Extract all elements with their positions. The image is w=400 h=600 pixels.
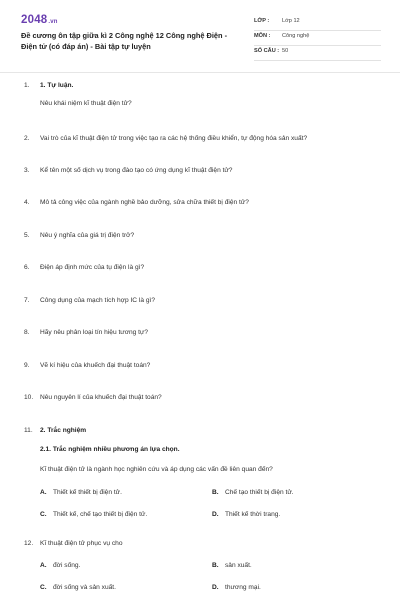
option-c[interactable] [40, 511, 147, 518]
option-text: Thiết kế thời trang. [225, 511, 281, 518]
option-label: C. [40, 584, 47, 591]
option-text: Thiết kế, chế tạo thiết bị điện tử. [53, 511, 148, 518]
meta-key: SỐ CÂU : [254, 48, 280, 54]
option-label: A. [40, 562, 47, 569]
option-text: đời sống và sản xuất. [53, 584, 116, 591]
question-number: 5. [24, 232, 30, 239]
option-text: đời sống. [53, 562, 81, 569]
question-text: Vẽ kí hiệu của khuếch đại thuật toán? [40, 362, 151, 369]
question-text: Công dụng của mạch tích hợp IC là gì? [40, 297, 156, 304]
option-label: A. [40, 489, 47, 496]
meta-value: Công nghệ [282, 33, 310, 39]
document-title: Đề cương ôn tập giữa kì 2 Công nghệ 12 Công nghệ Điện - Điện tử (có đáp án) - Bài tập tự luyện [21, 31, 228, 51]
question-text: Kĩ thuật điện tử phục vụ cho [40, 540, 123, 547]
question-number: 11. [24, 427, 33, 434]
question-number: 6. [24, 264, 30, 271]
option-text: sản xuất. [225, 562, 252, 569]
question-text: Nêu ý nghĩa của giá trị điện trở? [40, 232, 135, 239]
document-meta [254, 16, 381, 61]
option-label: D. [212, 511, 219, 518]
question-number: 10. [24, 394, 34, 401]
question-11-text: Kĩ thuật điện tử là ngành học nghiên cứu và áp dụng các vấn đề liên quan đến? [40, 466, 273, 473]
option-a[interactable] [40, 562, 80, 569]
option-label: B. [212, 489, 219, 496]
document-header [21, 14, 381, 64]
option-c[interactable] [40, 584, 116, 591]
question-number: 7. [24, 297, 30, 304]
question-number: 1. [24, 82, 30, 89]
question-text: Nêu nguyên lí của khuếch đại thuật toán? [40, 394, 162, 401]
option-text: Chế tạo thiết bị điện tử. [225, 489, 294, 496]
section-subtitle: 2.1. Trắc nghiệm nhiều phương án lựa chọn. [40, 446, 180, 453]
option-d[interactable] [212, 584, 261, 591]
meta-value: Lớp 12 [282, 18, 300, 24]
meta-value: 50 [282, 48, 289, 54]
option-a[interactable] [40, 489, 122, 496]
section-title: 2. Trắc nghiệm [40, 427, 87, 434]
logo-main: 2048 [21, 14, 48, 26]
question-text: Kể tên một số dịch vụ trong đào tạo có ứng dụng kĩ thuật điện tử? [40, 167, 233, 174]
option-b[interactable] [212, 489, 294, 496]
option-label: B. [212, 562, 219, 569]
meta-key: LỚP : [254, 18, 270, 24]
question-text: Vai trò của kĩ thuật điện tử trong việc tạo ra các hệ thống điều khiển, tự động hóa sản xuất? [40, 135, 308, 142]
question-number: 3. [24, 167, 30, 174]
question-number: 2. [24, 135, 30, 142]
option-text: thương mại. [225, 584, 261, 591]
option-label: D. [212, 584, 219, 591]
option-d[interactable] [212, 511, 280, 518]
question-number: 4. [24, 199, 30, 206]
question-text: Hãy nêu phân loại tín hiệu tương tự? [40, 329, 149, 336]
option-text: Thiết kế thiết bị điện tử. [53, 489, 122, 496]
meta-key: MÔN : [254, 33, 271, 39]
option-label: C. [40, 511, 47, 518]
meta-row-count [254, 46, 381, 61]
question-number: 8. [24, 329, 30, 336]
question-number: 9. [24, 362, 30, 369]
question-1-text: Nêu khái niệm kĩ thuật điện tử? [40, 100, 132, 107]
option-b[interactable] [212, 562, 252, 569]
meta-row-grade [254, 16, 381, 31]
logo-suffix: .vn [48, 19, 58, 25]
header-divider [0, 72, 400, 73]
meta-row-subject [254, 31, 381, 46]
site-logo[interactable] [21, 14, 58, 26]
question-text: Điện áp định mức của tụ điện là gì? [40, 264, 145, 271]
section-title: 1. Tự luận. [40, 82, 74, 89]
question-number: 12. [24, 540, 34, 547]
question-text: Mô tả công việc của ngành nghề bảo dưỡng, sửa chữa thiết bị điện tử? [40, 199, 249, 206]
